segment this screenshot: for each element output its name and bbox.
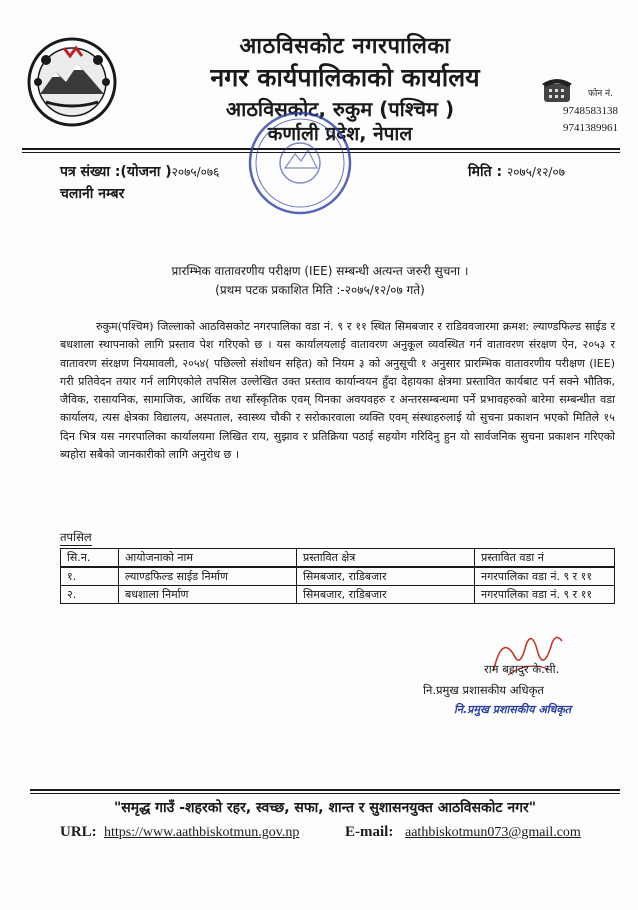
reference-label: पत्र संख्या :(योजना ): [60, 164, 172, 180]
footer-slogan: "समृद्ध गाउँ -शहरको रहर, स्वच्छ, सफा, शान्त र सुशासनयुक्त आठविसकोट नगर": [113, 800, 537, 816]
table-cell: सिमबजार, राडिबजार: [297, 567, 475, 586]
official-round-stamp: [245, 108, 355, 218]
phone-number-2: 9741389961: [563, 122, 618, 134]
signatory-title: नि.प्रमुख प्रशासकीय अधिकृत: [423, 683, 544, 697]
issue-date: [468, 162, 565, 181]
details-heading: तपसिल: [60, 530, 92, 544]
email-label: E-mail:: [345, 824, 394, 840]
table-header: सि.न.: [61, 549, 119, 568]
table-cell: नगरपालिका वडा नं. ९ र ११: [475, 567, 615, 586]
table-cell: सिमबजार, राडिबजार: [297, 586, 475, 604]
office-name: नगर कार्यपालिकाको कार्यालय: [210, 63, 480, 92]
footer-divider-thin: [30, 793, 620, 794]
table-header: प्रस्तावित वडा नं: [475, 549, 615, 568]
office-province: कर्णाली प्रदेश, नेपाल: [267, 123, 413, 145]
municipality-name: आठविसकोट नगरपालिका: [239, 34, 451, 59]
date-value: २०७५/१२/०७: [506, 165, 565, 179]
signatory-stamp: नि.प्रमुख प्रशासकीय अधिकृत: [454, 703, 572, 716]
website-link[interactable]: https://www.aathbiskotmun.gov.np: [104, 825, 300, 840]
nepal-emblem-logo: [26, 36, 118, 128]
email-link[interactable]: aathbiskotmun073@gmail.com: [405, 825, 581, 840]
table-cell: १.: [61, 567, 119, 586]
office-address: आठविसकोट, रुकुम (पश्चिम ): [225, 97, 455, 121]
table-header: प्रस्तावित क्षेत्र: [297, 549, 475, 568]
footer-divider: [30, 789, 620, 791]
url-label: URL:: [60, 824, 97, 840]
notice-subtitle: (प्रथम पटक प्रकाशित मिति :-२०७५/१२/०७ गते): [215, 283, 425, 297]
phone-number-1: 9748583138: [563, 105, 618, 117]
telephone-icon: [540, 74, 574, 104]
table-cell: बधशाला निर्माण: [119, 586, 297, 604]
date-label: मिति :: [468, 164, 503, 180]
reference-value: २०७५/०७६: [171, 165, 220, 179]
notice-title: प्रारम्भिक वातावरणीय परीक्षण (IEE) सम्बन्धी अत्यन्त जरुरी सुचना ।: [171, 264, 469, 278]
table-header-row: [61, 549, 615, 568]
table-row: [61, 586, 615, 604]
signatory-name: राम बहादुर के.सी.: [484, 662, 560, 676]
dispatch-number-label: चलानी नम्बर: [60, 186, 125, 202]
table-cell: २.: [61, 586, 119, 604]
table-cell: नगरपालिका वडा नं. ९ र ११: [475, 586, 615, 604]
phone-label: फोन नं.: [588, 89, 613, 99]
project-table: [60, 548, 615, 604]
table-row: [61, 567, 615, 586]
reference-number: [60, 162, 219, 181]
table-cell: ल्याण्डफिल्ड साईड निर्माण: [119, 567, 297, 586]
notice-body: रुकुम(पश्चिम) जिल्लाको आठविसकोट नगरपालिका वडा नं. ९ र ११ स्थित सिमबजार र राडिववजारमा क्रमश: ल्याण्डफिल्ड साईड र बधशाला स्थापनाको लागि प्रस्ताव पेश गरिएको छ । यस कार्यालयलाई वातावरण अनुकूल व्यवस्थित गर्न वातावरण संरक्षण ऐन, २०५३ र वातावरण संरक्षण नियमावली, २०५४( पछिल्लो संशोधन सहित) को नियम ३ को अनुसूची १ अनुसार प्रारम्भिक वातावरणीय परीक्षण (IEE) गरी प्रतिवेदन तयार गर्न लागिएकोले तपसिल उल्लेखित उक्त प्रस्ताव कार्यान्वयन हुँदा देहायका क्षेत्रमा प्रस्तावित कार्यबाट पर्न सक्ने भौतिक, जैविक, रासायनिक, सामाजिक, आर्थिक तथा साँस्कृतिक एवम् यिनका अवयवहरु र अन्तरसम्बन्धमा पर्ने प्रभावहरुको बारेमा सम्बन्धीत वडा कार्यालय, त्यस क्षेत्रका विद्यालय, अस्पताल, स्वास्थ्य चौकी र सरोकारवाला व्यक्ति एवम् संस्थाहरुलाई यो सुचना प्रकाशन भएको मितिले १५ दिन भित्र यस नगरपालिका कार्यालयमा लिखित राय, सुझाव र प्रतिक्रिया पठाई सहयोग गरिदिनु हुन यो सार्वजनिक सुचना प्रकाशन गरिएको ब्यहोरा सबैको जानकारीको लागि अनुरोध छ ।: [60, 320, 615, 462]
table-header: आयोजनाको नाम: [119, 549, 297, 568]
